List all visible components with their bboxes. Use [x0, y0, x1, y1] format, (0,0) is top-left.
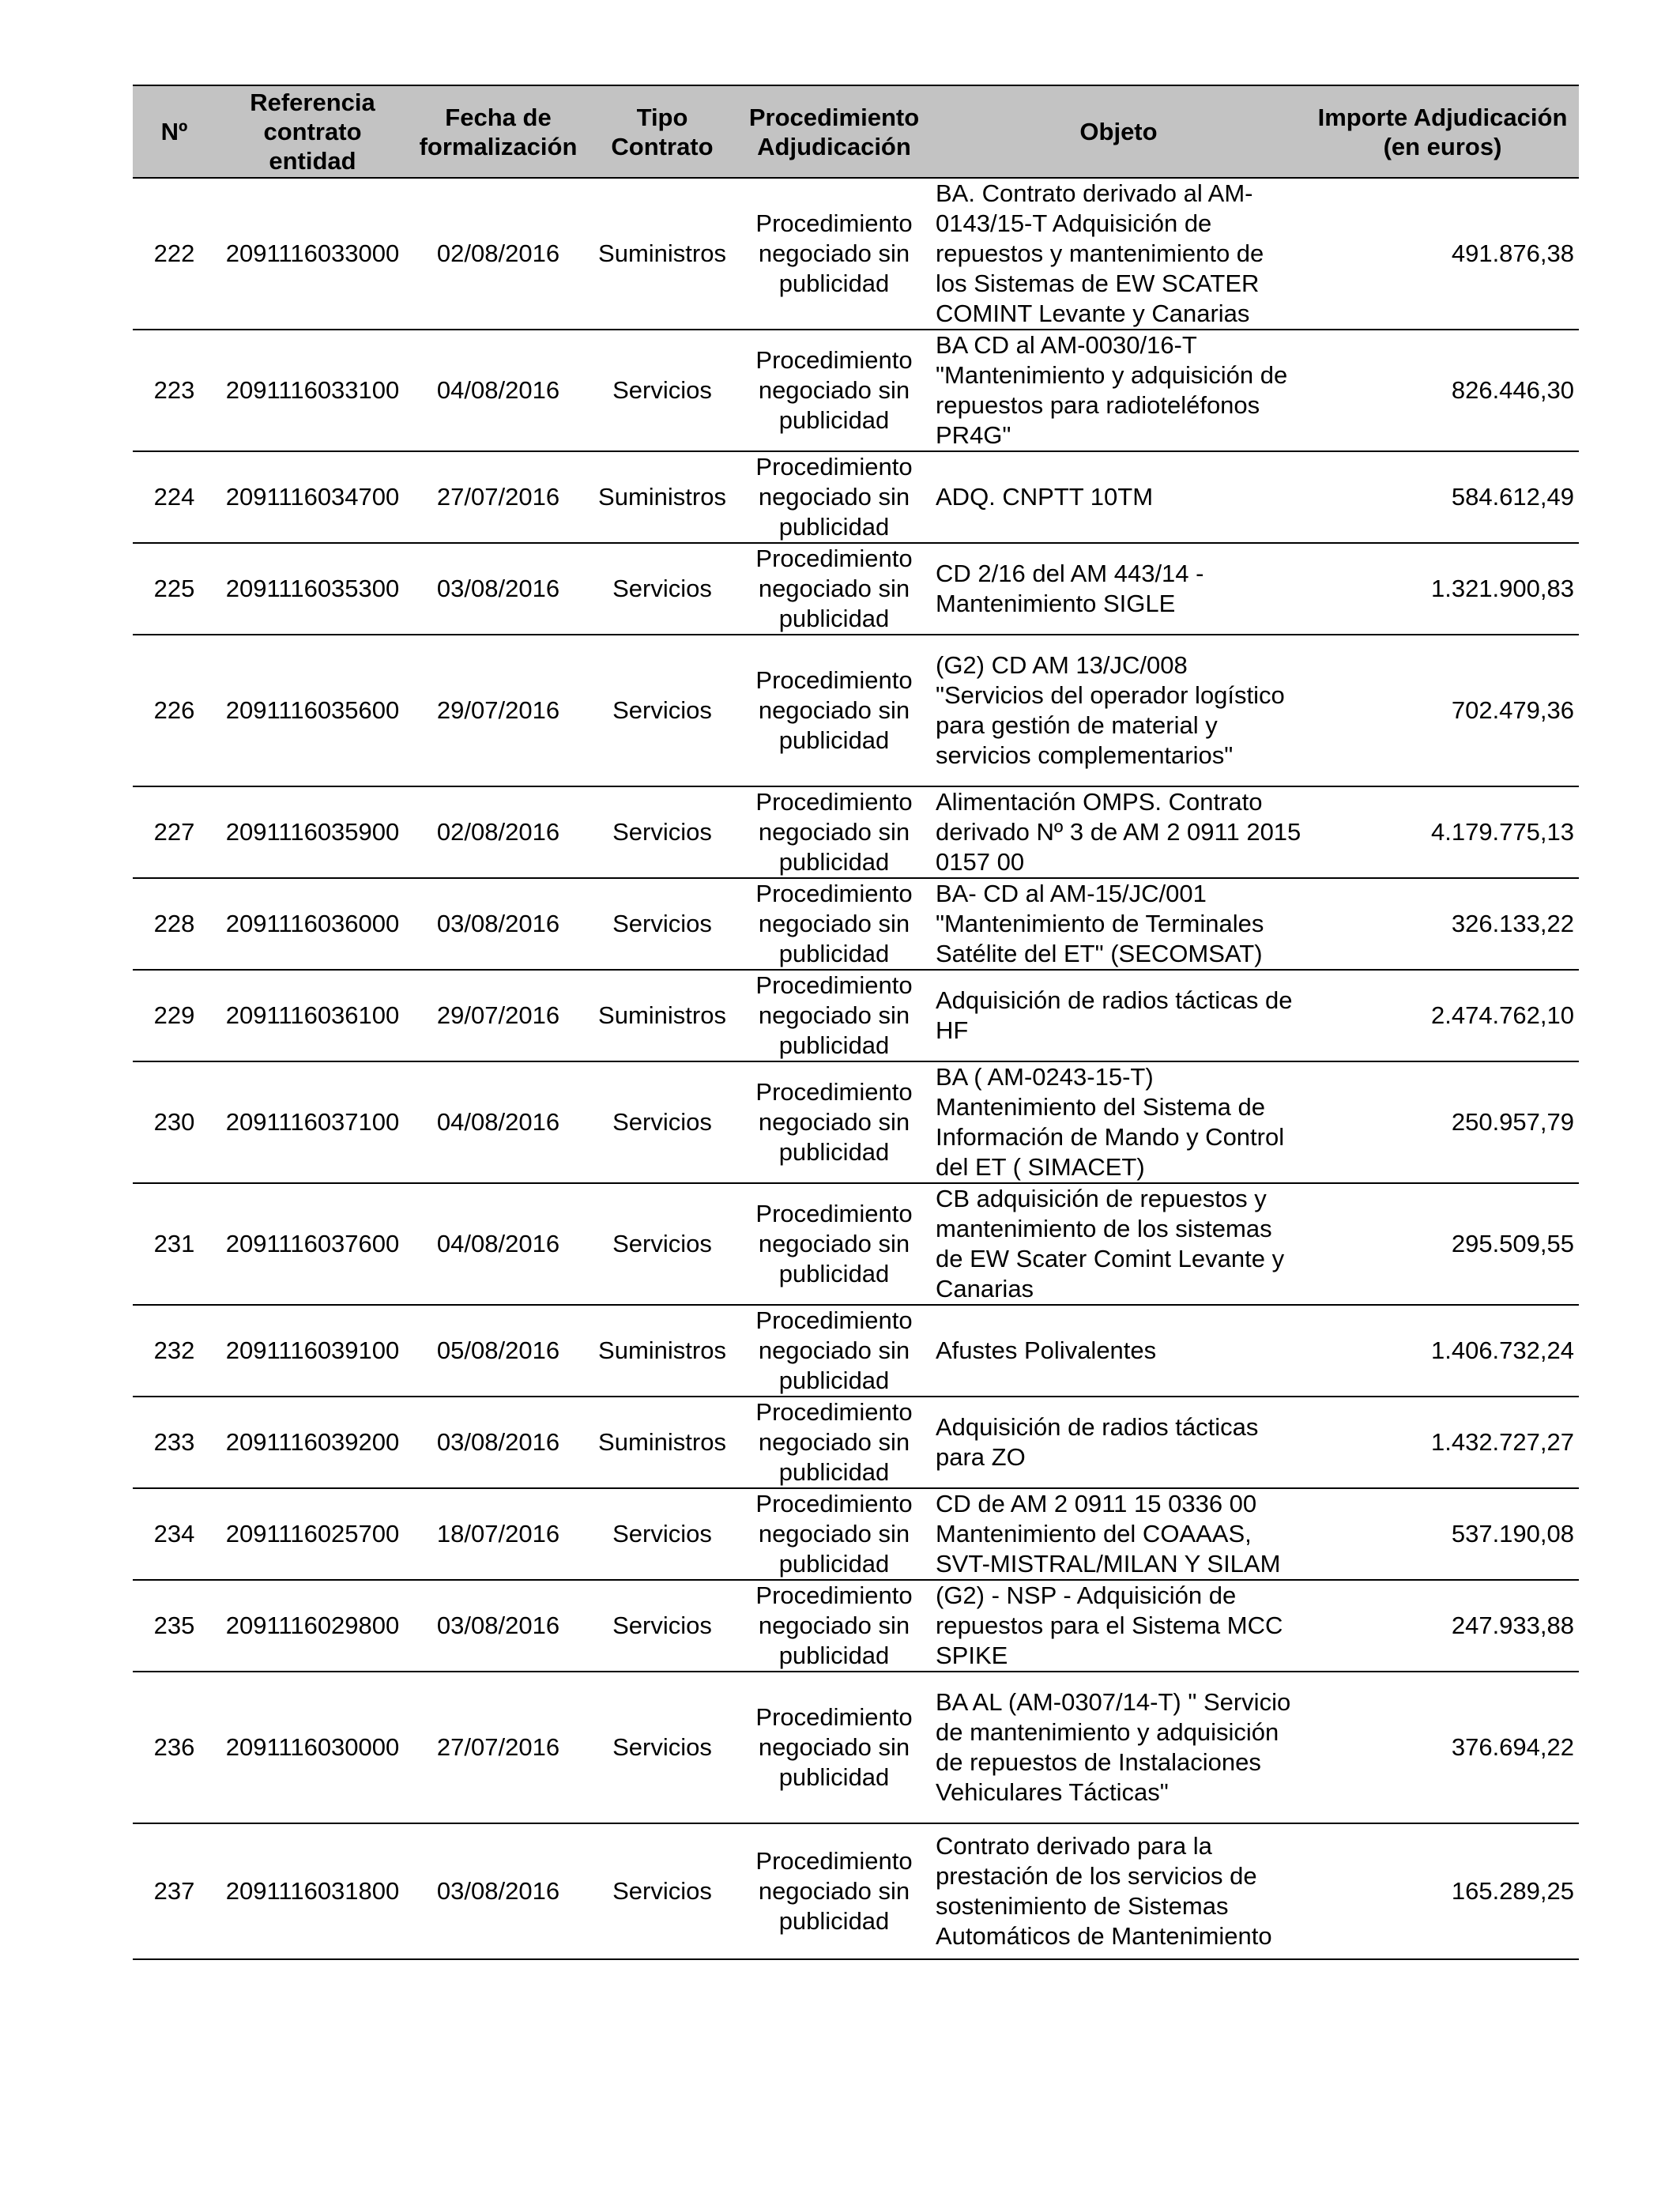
cell-procedimiento: Procedimiento negociado sin publicidad: [737, 543, 931, 635]
cell-fecha: 03/08/2016: [409, 543, 587, 635]
cell-tipo: Servicios: [587, 1488, 737, 1580]
cell-tipo: Suministros: [587, 970, 737, 1061]
cell-referencia: 2091116035600: [216, 635, 409, 786]
cell-referencia: 2091116037100: [216, 1061, 409, 1183]
table-row: [133, 543, 1579, 635]
cell-referencia: 2091116039100: [216, 1305, 409, 1397]
cell-fecha: 03/08/2016: [409, 878, 587, 970]
table-row: [133, 1580, 1579, 1672]
table-row: [133, 330, 1579, 451]
cell-objeto: (G2) - NSP - Adquisición de repuestos para el Sistema MCC SPIKE: [931, 1580, 1306, 1672]
table-row: [133, 1183, 1579, 1305]
cell-procedimiento: Procedimiento negociado sin publicidad: [737, 1183, 931, 1305]
cell-objeto: Alimentación OMPS. Contrato derivado Nº 3 de AM 2 0911 2015 0157 00: [931, 786, 1306, 878]
cell-fecha: 02/08/2016: [409, 178, 587, 330]
cell-importe: 295.509,55: [1306, 1183, 1579, 1305]
cell-num: 222: [133, 178, 216, 330]
cell-num: 236: [133, 1672, 216, 1823]
cell-referencia: 2091116025700: [216, 1488, 409, 1580]
table-row: [133, 1305, 1579, 1397]
cell-tipo: Servicios: [587, 543, 737, 635]
cell-num: 225: [133, 543, 216, 635]
table-row: [133, 878, 1579, 970]
cell-importe: 4.179.775,13: [1306, 786, 1579, 878]
cell-importe: 491.876,38: [1306, 178, 1579, 330]
header-objeto: Objeto: [931, 85, 1306, 178]
cell-procedimiento: Procedimiento negociado sin publicidad: [737, 786, 931, 878]
table-row: [133, 970, 1579, 1061]
header-num: Nº: [133, 85, 216, 178]
cell-num: 237: [133, 1823, 216, 1959]
cell-tipo: Servicios: [587, 1183, 737, 1305]
cell-fecha: 27/07/2016: [409, 1672, 587, 1823]
cell-fecha: 04/08/2016: [409, 1061, 587, 1183]
cell-objeto: BA. Contrato derivado al AM-0143/15-T Adquisición de repuestos y mantenimiento de los Sistemas de EW SCATER COMINT Levante y Canarias: [931, 178, 1306, 330]
cell-fecha: 03/08/2016: [409, 1823, 587, 1959]
cell-referencia: 2091116036000: [216, 878, 409, 970]
cell-importe: 1.406.732,24: [1306, 1305, 1579, 1397]
cell-importe: 702.479,36: [1306, 635, 1579, 786]
cell-referencia: 2091116036100: [216, 970, 409, 1061]
cell-num: 230: [133, 1061, 216, 1183]
cell-procedimiento: Procedimiento negociado sin publicidad: [737, 878, 931, 970]
cell-tipo: Servicios: [587, 1061, 737, 1183]
cell-objeto: CB adquisición de repuestos y mantenimiento de los sistemas de EW Scater Comint Levante y Canarias: [931, 1183, 1306, 1305]
cell-objeto: BA- CD al AM-15/JC/001 "Mantenimiento de Terminales Satélite del ET" (SECOMSAT): [931, 878, 1306, 970]
cell-tipo: Servicios: [587, 1580, 737, 1672]
cell-tipo: Servicios: [587, 1672, 737, 1823]
table-header: [133, 85, 1579, 178]
cell-tipo: Servicios: [587, 878, 737, 970]
cell-tipo: Suministros: [587, 1305, 737, 1397]
cell-tipo: Suministros: [587, 1397, 737, 1488]
cell-num: 234: [133, 1488, 216, 1580]
cell-importe: 2.474.762,10: [1306, 970, 1579, 1061]
cell-tipo: Servicios: [587, 635, 737, 786]
cell-fecha: 04/08/2016: [409, 330, 587, 451]
cell-referencia: 2091116030000: [216, 1672, 409, 1823]
header-procedimiento: Procedimiento Adjudicación: [737, 85, 931, 178]
contracts-table: [133, 85, 1579, 1960]
cell-num: 223: [133, 330, 216, 451]
cell-num: 228: [133, 878, 216, 970]
cell-fecha: 27/07/2016: [409, 451, 587, 543]
table-row: [133, 1061, 1579, 1183]
cell-referencia: 2091116039200: [216, 1397, 409, 1488]
table-row: [133, 1488, 1579, 1580]
cell-importe: 1.321.900,83: [1306, 543, 1579, 635]
cell-objeto: ADQ. CNPTT 10TM: [931, 451, 1306, 543]
cell-tipo: Suministros: [587, 451, 737, 543]
cell-fecha: 03/08/2016: [409, 1580, 587, 1672]
cell-referencia: 2091116033100: [216, 330, 409, 451]
cell-fecha: 18/07/2016: [409, 1488, 587, 1580]
table-row: [133, 178, 1579, 330]
cell-objeto: Contrato derivado para la prestación de los servicios de sostenimiento de Sistemas Automáticos de Mantenimiento: [931, 1823, 1306, 1959]
cell-fecha: 29/07/2016: [409, 635, 587, 786]
cell-referencia: 2091116037600: [216, 1183, 409, 1305]
cell-objeto: Adquisición de radios tácticas para ZO: [931, 1397, 1306, 1488]
cell-tipo: Servicios: [587, 786, 737, 878]
cell-referencia: 2091116035900: [216, 786, 409, 878]
table-row: [133, 635, 1579, 786]
cell-importe: 376.694,22: [1306, 1672, 1579, 1823]
cell-procedimiento: Procedimiento negociado sin publicidad: [737, 635, 931, 786]
cell-num: 229: [133, 970, 216, 1061]
cell-objeto: Afustes Polivalentes: [931, 1305, 1306, 1397]
cell-num: 232: [133, 1305, 216, 1397]
cell-objeto: BA ( AM-0243-15-T) Mantenimiento del Sistema de Información de Mando y Control del ET ( SIMACET): [931, 1061, 1306, 1183]
header-importe: Importe Adjudicación (en euros): [1306, 85, 1579, 178]
cell-procedimiento: Procedimiento negociado sin publicidad: [737, 1672, 931, 1823]
cell-objeto: CD 2/16 del AM 443/14 - Mantenimiento SIGLE: [931, 543, 1306, 635]
cell-tipo: Servicios: [587, 330, 737, 451]
cell-num: 233: [133, 1397, 216, 1488]
cell-importe: 165.289,25: [1306, 1823, 1579, 1959]
cell-objeto: (G2) CD AM 13/JC/008 "Servicios del operador logístico para gestión de material y servicios complementarios": [931, 635, 1306, 786]
cell-importe: 247.933,88: [1306, 1580, 1579, 1672]
cell-fecha: 02/08/2016: [409, 786, 587, 878]
cell-tipo: Suministros: [587, 178, 737, 330]
cell-procedimiento: Procedimiento negociado sin publicidad: [737, 1488, 931, 1580]
cell-importe: 326.133,22: [1306, 878, 1579, 970]
cell-referencia: 2091116029800: [216, 1580, 409, 1672]
table-row: [133, 451, 1579, 543]
cell-procedimiento: Procedimiento negociado sin publicidad: [737, 970, 931, 1061]
cell-num: 235: [133, 1580, 216, 1672]
cell-tipo: Servicios: [587, 1823, 737, 1959]
cell-num: 231: [133, 1183, 216, 1305]
cell-objeto: BA AL (AM-0307/14-T) " Servicio de mantenimiento y adquisición de repuestos de Instalaciones Vehiculares Tácticas": [931, 1672, 1306, 1823]
cell-referencia: 2091116033000: [216, 178, 409, 330]
cell-fecha: 05/08/2016: [409, 1305, 587, 1397]
cell-objeto: CD de AM 2 0911 15 0336 00 Mantenimiento del COAAAS, SVT-MISTRAL/MILAN Y SILAM: [931, 1488, 1306, 1580]
cell-objeto: Adquisición de radios tácticas de HF: [931, 970, 1306, 1061]
cell-procedimiento: Procedimiento negociado sin publicidad: [737, 178, 931, 330]
cell-importe: 250.957,79: [1306, 1061, 1579, 1183]
cell-procedimiento: Procedimiento negociado sin publicidad: [737, 330, 931, 451]
cell-importe: 537.190,08: [1306, 1488, 1579, 1580]
cell-procedimiento: Procedimiento negociado sin publicidad: [737, 1061, 931, 1183]
header-fecha: Fecha de formalización: [409, 85, 587, 178]
table-row: [133, 1672, 1579, 1823]
cell-fecha: 29/07/2016: [409, 970, 587, 1061]
table-row: [133, 1823, 1579, 1959]
table-row: [133, 1397, 1579, 1488]
header-referencia: Referencia contrato entidad: [216, 85, 409, 178]
table-body: [133, 178, 1579, 1959]
cell-procedimiento: Procedimiento negociado sin publicidad: [737, 1823, 931, 1959]
cell-importe: 584.612,49: [1306, 451, 1579, 543]
cell-referencia: 2091116035300: [216, 543, 409, 635]
cell-referencia: 2091116031800: [216, 1823, 409, 1959]
cell-procedimiento: Procedimiento negociado sin publicidad: [737, 1580, 931, 1672]
table-row: [133, 786, 1579, 878]
cell-num: 226: [133, 635, 216, 786]
cell-procedimiento: Procedimiento negociado sin publicidad: [737, 1305, 931, 1397]
cell-num: 227: [133, 786, 216, 878]
cell-referencia: 2091116034700: [216, 451, 409, 543]
cell-importe: 826.446,30: [1306, 330, 1579, 451]
cell-procedimiento: Procedimiento negociado sin publicidad: [737, 1397, 931, 1488]
cell-fecha: 03/08/2016: [409, 1397, 587, 1488]
cell-num: 224: [133, 451, 216, 543]
cell-procedimiento: Procedimiento negociado sin publicidad: [737, 451, 931, 543]
cell-fecha: 04/08/2016: [409, 1183, 587, 1305]
cell-importe: 1.432.727,27: [1306, 1397, 1579, 1488]
cell-objeto: BA CD al AM-0030/16-T "Mantenimiento y adquisición de repuestos para radioteléfonos PR4G": [931, 330, 1306, 451]
header-tipo: Tipo Contrato: [587, 85, 737, 178]
